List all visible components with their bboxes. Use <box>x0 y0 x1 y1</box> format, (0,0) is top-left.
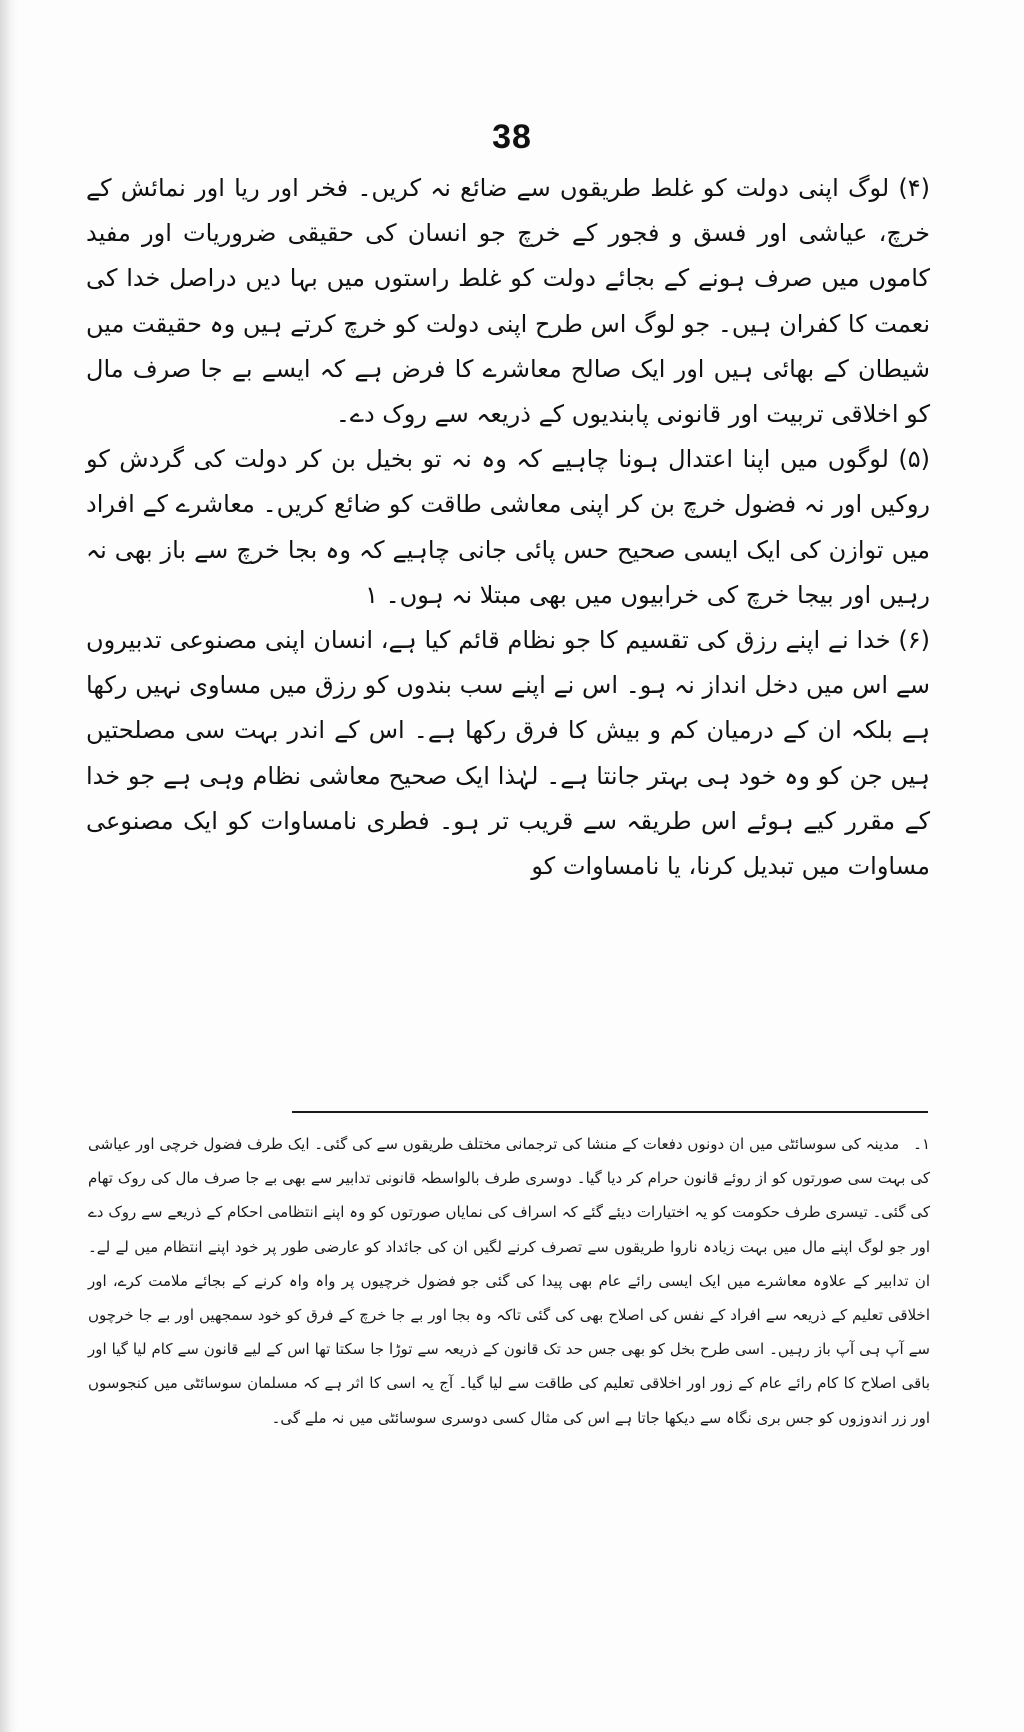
footnote-divider <box>292 1111 928 1113</box>
footnote-1 <box>88 1127 930 1435</box>
paragraph-point-6: (۶) خدا نے اپنے رزق کی تقسیم کا جو نظام قائم کیا ہے، انسان اپنی مصنوعی تدبیروں سے اس میں دخل انداز نہ ہو۔ اس نے اپنے سب بندوں کو رزق میں مساوی نہیں رکھا ہے بلکہ ان کے درمیان کم و بیش کا فرق رکھا ہے۔ اس کے اندر بہت سی مصلحتیں ہیں جن کو وہ خود ہی بہتر جانتا ہے۔ لہٰذا ایک صحیح معاشی نظام وہی ہے جو خدا کے مقرر کیے ہوئے اس طریقہ سے قریب تر ہو۔ فطری نامساوات کو ایک مصنوعی مساوات میں تبدیل کرنا، یا نامساوات کو <box>86 626 930 881</box>
footnote-marker: ۱۔ <box>913 1135 930 1153</box>
scan-edge-shadow <box>0 0 18 1732</box>
footnote-text: مدینہ کی سوسائٹی میں ان دونوں دفعات کے منشا کی ترجمانی مختلف طریقوں سے کی گئی۔ ایک طرف فضول خرچی اور عیاشی کی بہت سی صورتوں کو از روئے قانون حرام کر دیا گیا۔ دوسری طرف بالواسطہ قانونی تدابیر سے بھی بے جا صرف مال کی روک تھام کی گئی۔ تیسری طرف حکومت کو یہ اختیارات دیئے گئے کہ اسراف کی نمایاں صورتوں کو وہ اپنے انتظامی احکام کے ذریعے سے روک دے اور جو لوگ اپنے مال میں بہت زیادہ ناروا طریقوں سے تصرف کرنے لگیں ان کی جائداد کو عارضی طور پر خود اپنے انتظام میں لے لے۔ ان تدابیر کے علاوہ معاشرے میں ایک ایسی رائے عام بھی پیدا کی گئی جو فضول خرچیوں پر واہ واہ کرنے کے بجائے ملامت کرے، اور اخلاقی تعلیم کے ذریعہ سے افراد کے نفس کی اصلاح بھی کی گئی تاکہ وہ بجا اور بے جا خرچ کے فرق کو خود سمجھیں اور بے جا خرچوں سے آپ ہی آپ باز رہیں۔ اسی طرح بخل کو بھی جس حد تک قانون کے ذریعہ سے توڑا جا سکتا تھا اس کے لیے قانون سے کام لیا گیا اور باقی اصلاح کا کام رائے عام کے زور اور اخلاقی تعلیم کی طاقت سے لیا گیا۔ آج یہ اسی کا اثر ہے کہ مسلمان سوسائٹی میں کنجوسوں اور زر اندوزوں کو جس بری نگاہ سے دیکھا جاتا ہے اس کی مثال کسی دوسری سوسائٹی میں نہ ملے گی۔ <box>88 1135 930 1427</box>
paragraph-point-5: (۵) لوگوں میں اپنا اعتدال ہونا چاہیے کہ وہ نہ تو بخیل بن کر دولت کی گردش کو روکیں اور نہ فضول خرچ بن کر اپنی معاشی طاقت کو ضائع کریں۔ معاشرے کے افراد میں توازن کی ایک ایسی صحیح حس پائی جانی چاہیے کہ وہ بجا خرچ سے باز بھی نہ رہیں اور بیجا خرچ کی خرابیوں میں بھی مبتلا نہ ہوں۔ ۱ <box>86 445 930 609</box>
footnotes <box>88 1127 930 1435</box>
page-number: 38 <box>492 118 532 156</box>
paragraph-point-4: (۴) لوگ اپنی دولت کو غلط طریقوں سے ضائع نہ کریں۔ فخر اور ریا اور نمائش کے خرچ، عیاشی اور فسق و فجور کے خرچ جو انسان کی حقیقی ضروریات اور مفید کاموں میں صرف ہونے کے بجائے دولت کو غلط راستوں میں بہا دیں دراصل خدا کی نعمت کا کفران ہیں۔ جو لوگ اس طرح اپنی دولت کو خرچ کرتے ہیں وہ حقیقت میں شیطان کے بھائی ہیں اور ایک صالح معاشرے کا فرض ہے کہ ایسے بے جا صرف مال کو اخلاقی تربیت اور قانونی پابندیوں کے ذریعہ سے روک دے۔ <box>86 174 930 429</box>
main-text <box>86 166 930 889</box>
